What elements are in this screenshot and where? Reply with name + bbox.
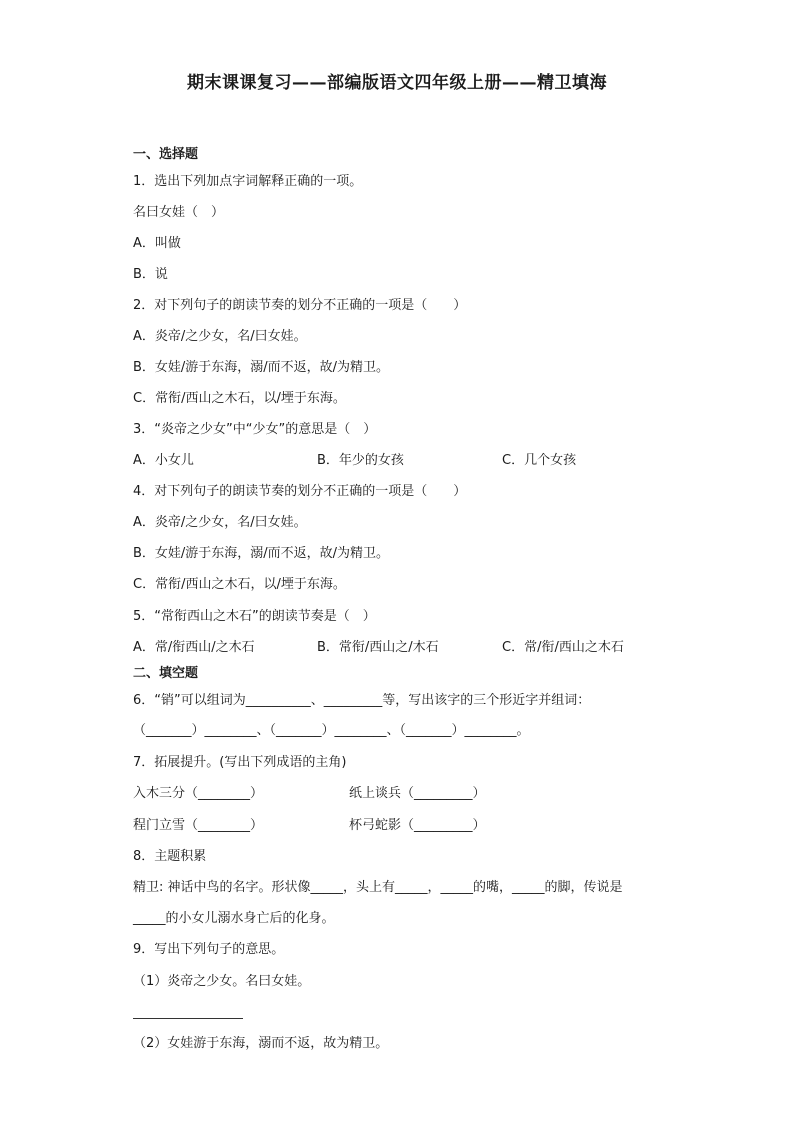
q7-item-4: 杯弓蛇影（_________） [349,818,486,833]
q2-stem: 2．对下列句子的朗读节奏的划分不正确的一项是（ ） [133,298,467,313]
q7-stem: 7．拓展提升。(写出下列成语的主角) [133,755,347,770]
page-title: 期末课课复习——部编版语文四年级上册——精卫填海 [187,73,607,93]
q4-option-c: C．常衔/西山之木石，以/堙于东海。 [133,577,346,592]
q2-option-c: C．常衔/西山之木石，以/堙于东海。 [133,391,346,406]
q5-option-a: A．常/衔西山/之木石 [133,640,255,655]
q1-stem: 1．选出下列加点字词解释正确的一项。 [133,174,363,189]
q9-sentence-2: （2）女娃游于东海，溺而不返，故为精卫。 [133,1036,389,1051]
q8-stem: 8．主题积累 [133,849,207,864]
q3-option-b: B．年少的女孩 [317,453,404,468]
q5-stem: 5．“常衔西山之木石”的朗读节奏是（ ） [133,609,376,624]
answer-line [133,1018,243,1019]
q9-sentence-1: （1）炎帝之少女。名曰女娃。 [133,974,311,989]
q6-line1: 6．“销”可以组词为__________、_________等，写出该字的三个形近字并组词： [133,693,591,708]
q4-option-b: B．女娃/游于东海，溺/而不返，故/为精卫。 [133,546,390,561]
q4-stem: 4．对下列句子的朗读节奏的划分不正确的一项是（ ） [133,484,467,499]
q7-item-1: 入木三分（________） [133,786,264,801]
section-heading-fill: 二、填空题 [133,666,199,681]
q5-option-b: B．常衔/西山之/木石 [317,640,439,655]
q8-line1: 精卫: 神话中鸟的名字。形状像_____，头上有_____，_____的嘴，_____的脚，传说是 [133,880,623,895]
q9-stem: 9．写出下列句子的意思。 [133,942,285,957]
q3-stem: 3．“炎帝之少女”中“少女”的意思是（ ） [133,422,377,437]
q3-option-a: A．小女儿 [133,453,194,468]
q8-line2: _____的小女儿溺水身亡后的化身。 [133,911,335,926]
q1-sub: 名曰女娃（ ） [133,205,225,220]
q5-option-c: C．常/衔/西山之木石 [502,640,624,655]
q1-option-b: B．说 [133,267,168,282]
q7-item-3: 程门立雪（________） [133,818,264,833]
q3-option-c: C．几个女孩 [502,453,577,468]
q7-item-2: 纸上谈兵（_________） [349,786,486,801]
q6-line2: （_______）________、（_______）________、（_______）________。 [133,723,530,738]
q4-option-a: A．炎帝/之少女，名/曰女娃。 [133,515,307,530]
q1-option-a: A．叫做 [133,236,181,251]
q2-option-b: B．女娃/游于东海，溺/而不返，故/为精卫。 [133,360,390,375]
q2-option-a: A．炎帝/之少女，名/曰女娃。 [133,329,307,344]
section-heading-choice: 一、选择题 [133,147,199,162]
